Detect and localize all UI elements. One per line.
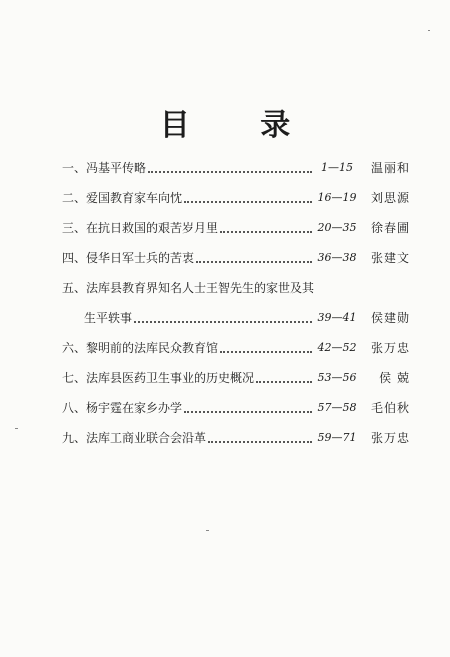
entry-number: 四、 xyxy=(62,251,87,265)
entry-pages: 57—58 xyxy=(317,401,357,414)
toc-entry-5 xyxy=(84,306,410,326)
entry-pages: 16—19 xyxy=(317,191,357,204)
scan-speck xyxy=(206,530,209,531)
entry-author: 张建文 xyxy=(370,251,410,265)
dot-leader xyxy=(184,410,312,413)
entry-title: 生平轶事 xyxy=(84,311,133,325)
entry-pages: 20—35 xyxy=(317,221,357,234)
toc-entry-9 xyxy=(62,426,410,446)
entry-number: 三、 xyxy=(62,221,87,235)
dot-leader xyxy=(220,350,312,353)
toc-entry-6 xyxy=(62,336,410,356)
entry-title: 法库县医药卫生事业的历史概况 xyxy=(86,371,255,385)
entry-title: 冯基平传略 xyxy=(86,161,147,175)
entry-author: 刘思源 xyxy=(370,191,410,205)
dot-leader xyxy=(208,440,312,443)
entry-number: 五、 xyxy=(62,281,87,295)
entry-title: 爱国教育家车向忱 xyxy=(86,191,183,205)
entry-pages: 59—71 xyxy=(317,431,357,444)
entry-pages: 53—56 xyxy=(317,371,357,384)
entry-author: 毛伯秋 xyxy=(370,401,410,415)
dot-leader xyxy=(196,260,312,263)
toc-entry-1 xyxy=(62,156,410,176)
entry-author: 张万忠 xyxy=(370,341,410,355)
entry-author: 徐春圃 xyxy=(370,221,410,235)
toc-entry-7 xyxy=(62,366,410,386)
toc-entry-4 xyxy=(62,246,410,266)
scan-speck xyxy=(428,30,430,31)
entry-number: 六、 xyxy=(62,341,87,355)
entry-number: 二、 xyxy=(62,191,87,205)
entry-author: 温丽和 xyxy=(370,161,410,175)
toc-entry-2 xyxy=(62,186,410,206)
entry-pages: 42—52 xyxy=(317,341,357,354)
entry-pages: 39—41 xyxy=(317,311,357,324)
scan-speck xyxy=(15,428,18,429)
entry-number: 一、 xyxy=(62,161,87,175)
entry-title-line1: 法库县教育界知名人士王智先生的家世及其 xyxy=(86,281,315,295)
dot-leader xyxy=(256,380,312,383)
entry-author: 张万忠 xyxy=(370,431,410,445)
entry-title: 侵华日军士兵的苦衷 xyxy=(86,251,195,265)
entry-pages: 36—38 xyxy=(317,251,357,264)
dot-leader xyxy=(148,170,312,173)
toc-entry-8 xyxy=(62,396,410,416)
dot-leader xyxy=(184,200,312,203)
toc-entry-5-line1 xyxy=(62,276,410,296)
entry-author: 侯 兢 xyxy=(379,371,410,385)
entry-title: 杨宇霆在家乡办学 xyxy=(86,401,183,415)
entry-title: 黎明前的法库民众教育馆 xyxy=(86,341,219,355)
dot-leader xyxy=(220,230,312,233)
entry-number: 九、 xyxy=(62,431,87,445)
dot-leader xyxy=(134,320,312,323)
entry-title: 在抗日救国的艰苦岁月里 xyxy=(86,221,219,235)
toc-entry-3 xyxy=(62,216,410,236)
page-title: 目 录 xyxy=(159,108,321,143)
entry-number: 八、 xyxy=(62,401,87,415)
entry-pages: 1—15 xyxy=(321,161,353,174)
entry-author: 侯建勋 xyxy=(370,311,410,325)
entry-title: 法库工商业联合会沿革 xyxy=(86,431,207,445)
entry-number: 七、 xyxy=(62,371,87,385)
